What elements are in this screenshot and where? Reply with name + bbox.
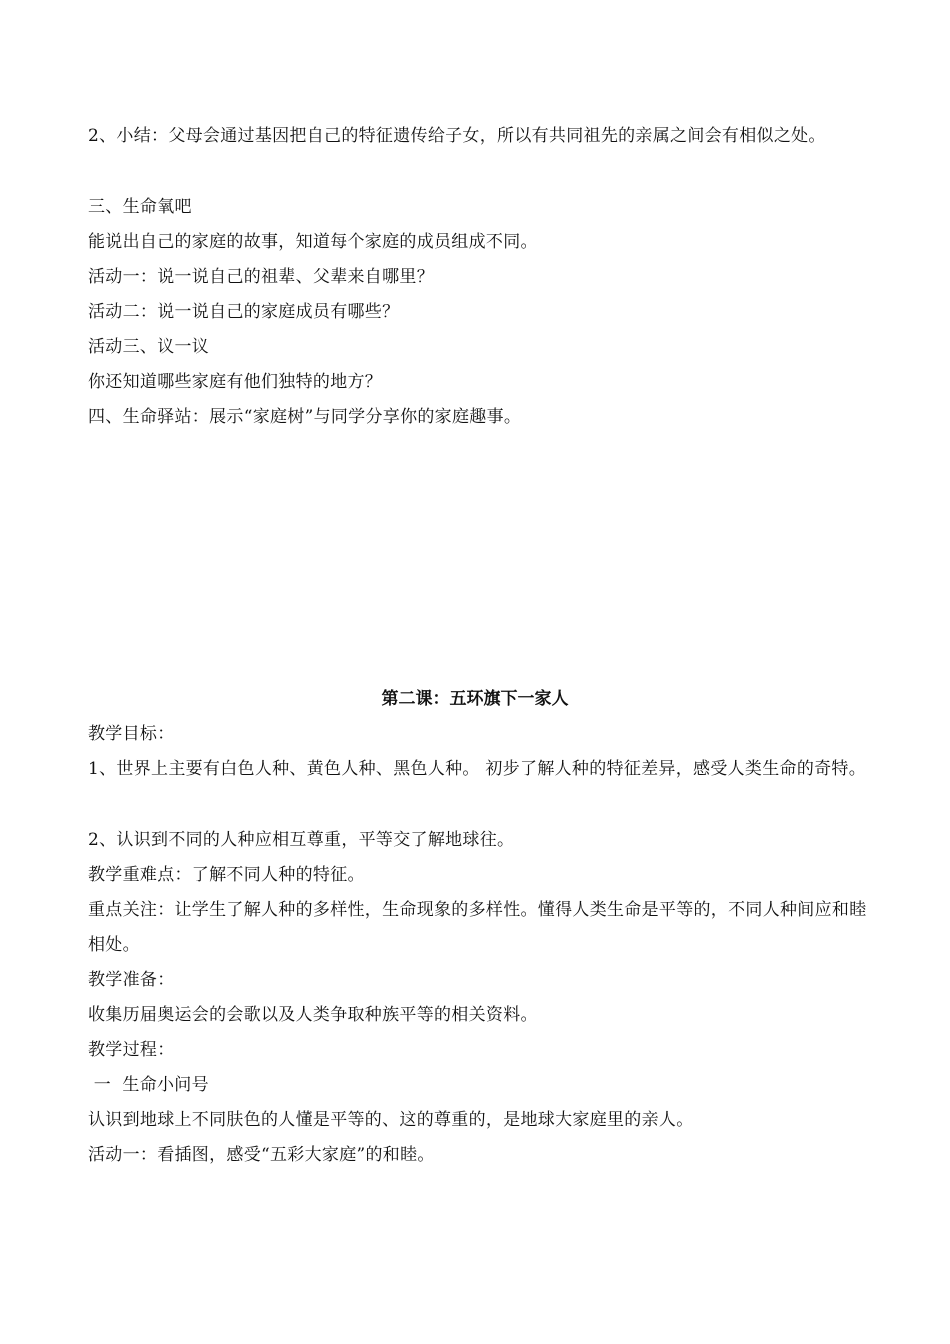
- difficulty-line: 教学重难点：了解不同人种的特征。: [88, 865, 365, 885]
- objective-1-paragraph: 1、世界上主要有白色人种、黄色人种、黑色人种。 初步了解人种的特征差异，感受人类生命的奇特。: [88, 759, 867, 779]
- preparation-line: 收集历届奥运会的会歌以及人类争取种族平等的相关资料。: [88, 1005, 538, 1025]
- preparation-label: 教学准备：: [88, 970, 175, 990]
- step-1-heading: 一 生命小问号: [88, 1075, 209, 1095]
- lesson-2-activity-1: 活动一：看插图，感受“五彩大家庭”的和睦。: [88, 1145, 435, 1165]
- activity-1-line: 活动一：说一说自己的祖辈、父辈来自哪里？: [88, 267, 434, 287]
- objective-2-line: 2、认识到不同的人种应相互尊重，平等交了解地球往。: [88, 830, 515, 850]
- section-3-heading: 三、生命氧吧: [88, 197, 192, 217]
- activity-3-line: 活动三、议一议: [88, 337, 210, 357]
- activity-2-line: 活动二：说一说自己的家庭成员有哪些？: [88, 302, 400, 322]
- discussion-question: 你还知道哪些家庭有他们独特的地方？: [88, 372, 383, 392]
- lesson-title: 第二课：五环旗下一家人: [381, 689, 569, 709]
- summary-paragraph: 2、小结：父母会通过基因把自己的特征遗传给子女，所以有共同祖先的亲属之间会有相似之处。: [88, 126, 826, 146]
- objectives-label: 教学目标：: [88, 724, 175, 744]
- focus-paragraph: 重点关注：让学生了解人种的多样性，生命现象的多样性。懂得人类生命是平等的，不同人种间应和睦相处。: [88, 900, 867, 955]
- process-label: 教学过程：: [88, 1040, 175, 1060]
- section-4-heading: 四、生命驿站：展示“家庭树”与同学分享你的家庭趣事。: [88, 407, 522, 427]
- section-3-goal: 能说出自己的家庭的故事，知道每个家庭的成员组成不同。: [88, 232, 538, 252]
- step-1-goal: 认识到地球上不同肤色的人懂是平等的、这的尊重的，是地球大家庭里的亲人。: [88, 1110, 694, 1130]
